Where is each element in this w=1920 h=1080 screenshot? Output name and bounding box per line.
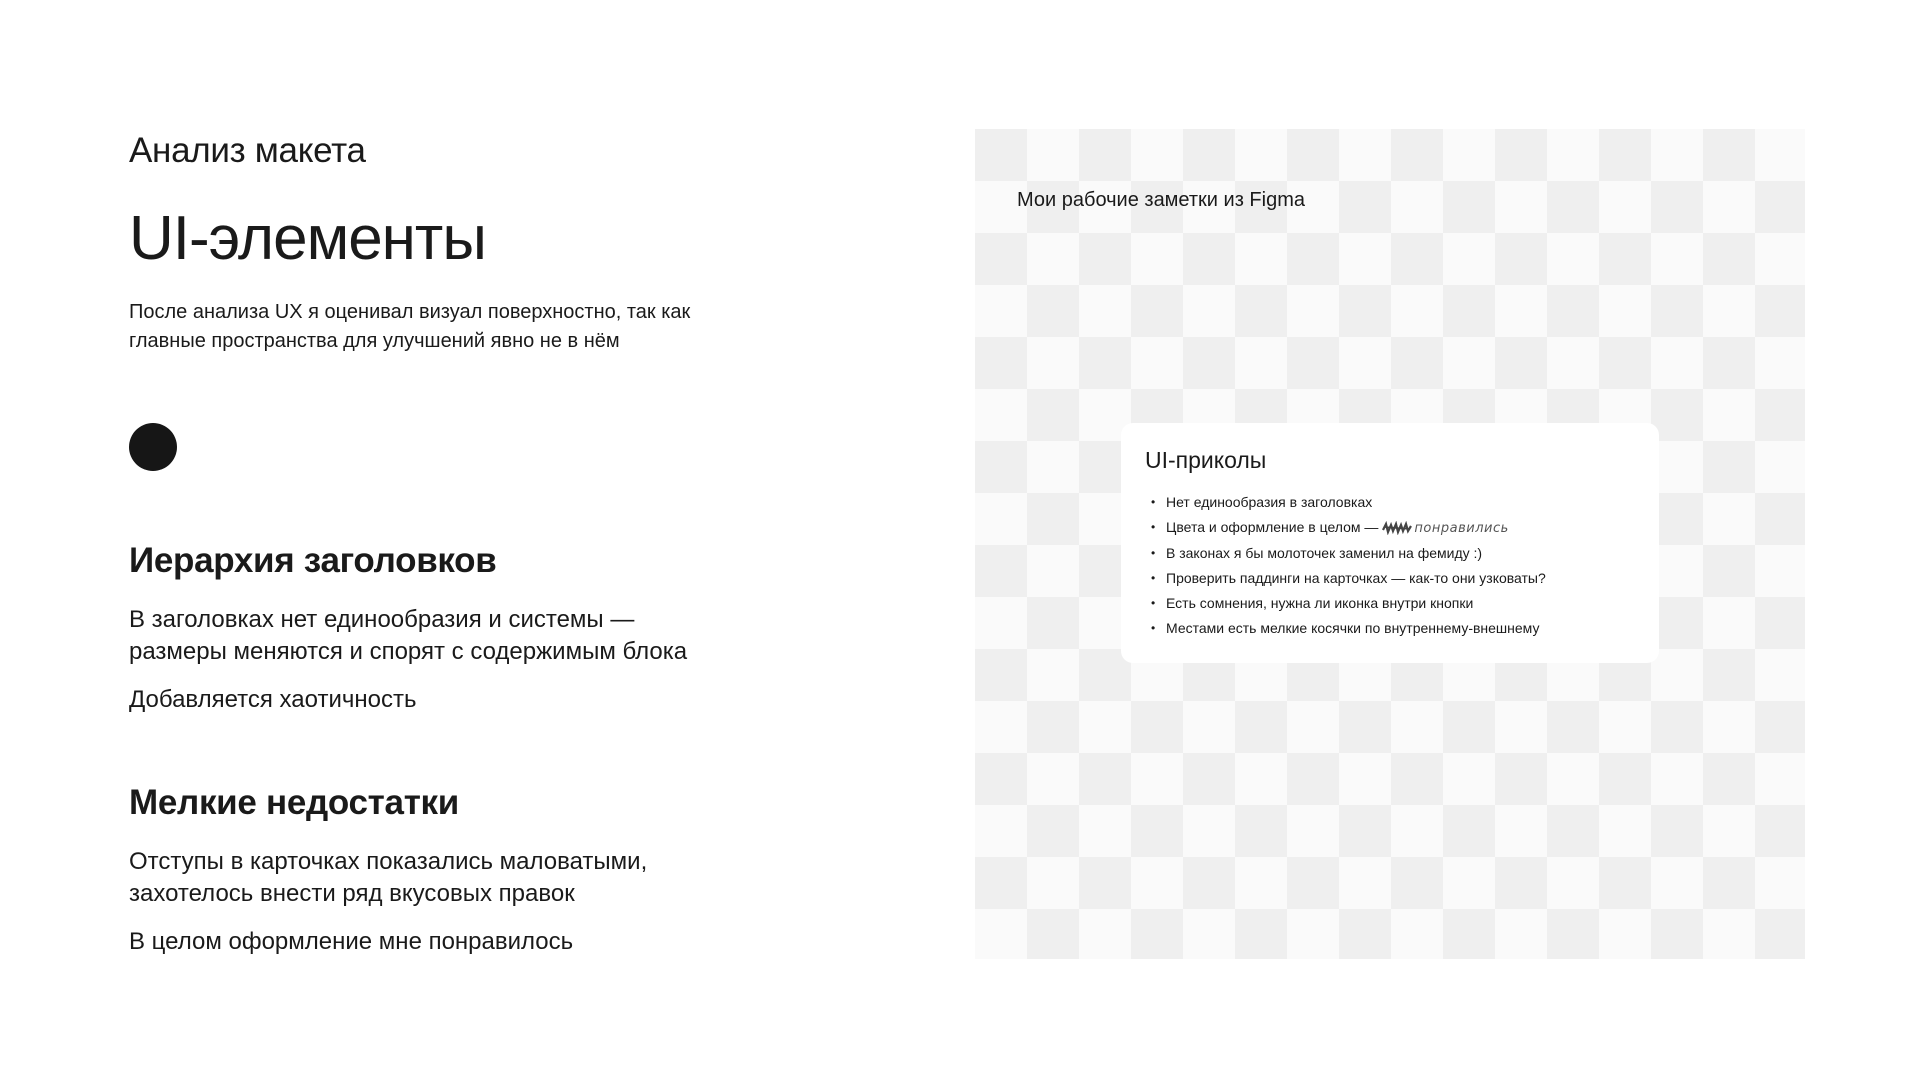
page-title: UI-элементы (129, 204, 486, 273)
canvas-label: Мои рабочие заметки из Figma (1017, 189, 1305, 211)
list-item: • Нет единообразия в заголовках (1145, 490, 1546, 515)
list-item: • В законах я бы молоточек заменил на фемиду :) (1145, 541, 1546, 566)
handwritten-note: понравились (1414, 521, 1509, 536)
section-title-hierarchy: Иерархия заголовков (129, 541, 497, 580)
list-item: • Проверить паддинги на карточках — как-то они узковаты? (1145, 566, 1546, 591)
figma-canvas (975, 129, 1805, 959)
section-text: Отступы в карточках показались маловатыми, захотелось внести ряд вкусовых правок (129, 848, 648, 907)
list-item: • Местами есть мелкие косячки по внутреннему-внешнему (1145, 616, 1546, 641)
bullet-dot (129, 423, 177, 471)
section-text: В целом оформление мне понравилось (129, 928, 574, 955)
notes-card (1121, 423, 1659, 663)
scribble-mark (1382, 521, 1412, 535)
section-title-minor-issues: Мелкие недостатки (129, 783, 459, 822)
notes-list (1145, 490, 1546, 641)
list-item: • Есть сомнения, нужна ли иконка внутри кнопки (1145, 591, 1546, 616)
list-item: • Цвета и оформление в целом — понравились (1145, 515, 1546, 541)
section-text: Добавляется хаотичность (129, 686, 417, 713)
overline: Анализ макета (129, 131, 366, 170)
intro-text: После анализа UX я оценивал визуал поверхностно, так как главные пространства для улучшений явно не в нём (129, 301, 691, 352)
section-text: В заголовках нет единообразия и системы — размеры меняются и спорят с содержимым блока (129, 606, 688, 665)
card-title: UI-приколы (1145, 447, 1267, 473)
